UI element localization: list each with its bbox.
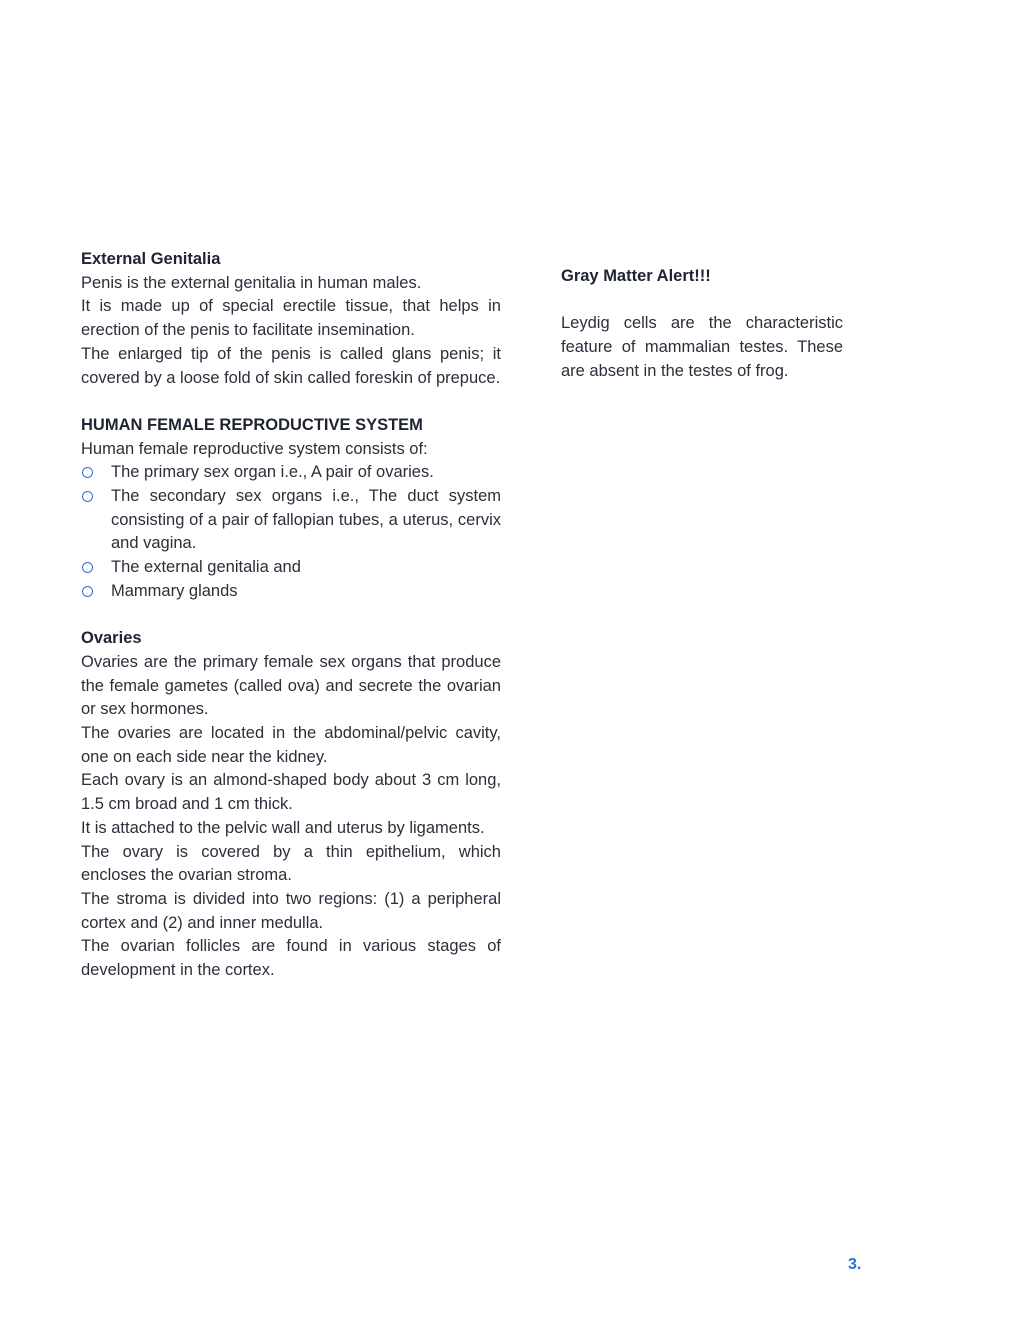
section-spacer: [81, 604, 501, 628]
page-number: 3.: [848, 1256, 862, 1273]
section-spacer: [561, 289, 843, 313]
circle-bullet-icon: [82, 491, 93, 502]
list-item-text: The secondary sex organs i.e., The duct system consisting of a pair of fallopian tubes, a uterus, cervix and vagina.: [111, 487, 501, 553]
list-item-text: The primary sex organ i.e., A pair of ovaries.: [111, 463, 434, 482]
list-item: [81, 556, 501, 580]
section-spacer: [81, 390, 501, 414]
circle-bullet-icon: [82, 467, 93, 478]
ovaries-paragraph: The ovaries are located in the abdominal/pelvic cavity, one on each side near the kidney.: [81, 724, 501, 766]
list-item-text: Mammary glands: [111, 581, 238, 600]
female-reproductive-section: [81, 414, 501, 604]
external-genitalia-paragraph: It is made up of special erectile tissue, that helps in erection of the penis to facilitate insemination.: [81, 297, 501, 340]
alert-heading: Gray Matter Alert!!!: [561, 267, 711, 285]
alert-body: Leydig cells are the characteristic feature of mammalian testes. These are absent in the testes of frog.: [561, 314, 843, 380]
female-reproductive-intro: Human female reproductive system consists of:: [81, 439, 428, 458]
ovaries-paragraph: The stroma is divided into two regions: (1) a peripheral cortex and (2) and inner medulla.: [81, 889, 501, 932]
external-genitalia-paragraph: The enlarged tip of the penis is called glans penis; it covered by a loose fold of skin called foreskin of prepuce.: [81, 344, 501, 387]
ovaries-paragraph: It is attached to the pelvic wall and uterus by ligaments.: [81, 818, 485, 837]
circle-bullet-icon: [82, 586, 93, 597]
ovaries-heading: Ovaries: [81, 629, 142, 648]
female-organs-list: [81, 461, 501, 603]
circle-bullet-icon: [82, 562, 93, 573]
list-item-text: The external genitalia and: [111, 558, 301, 577]
external-genitalia-section: [81, 248, 501, 390]
ovaries-section: [81, 627, 501, 983]
list-item: [81, 580, 501, 604]
main-column: [81, 248, 501, 983]
list-item: [81, 485, 501, 556]
external-genitalia-heading: External Genitalia: [81, 250, 221, 268]
ovaries-paragraph: Ovaries are the primary female sex organs that produce the female gametes (called ova) and secrete the ovarian or sex hormones.: [81, 652, 501, 719]
female-reproductive-heading: HUMAN FEMALE REPRODUCTIVE SYSTEM: [81, 415, 423, 434]
ovaries-paragraph: Each ovary is an almond-shaped body about 3 cm long, 1.5 cm broad and 1 cm thick.: [81, 771, 501, 814]
ovaries-paragraph: The ovary is covered by a thin epithelium, which encloses the ovarian stroma.: [81, 842, 501, 885]
list-item: [81, 461, 501, 485]
sidebar-alert: [561, 265, 843, 384]
external-genitalia-paragraph: Penis is the external genitalia in human males.: [81, 273, 422, 292]
ovaries-paragraph: The ovarian follicles are found in various stages of development in the cortex.: [81, 937, 501, 980]
